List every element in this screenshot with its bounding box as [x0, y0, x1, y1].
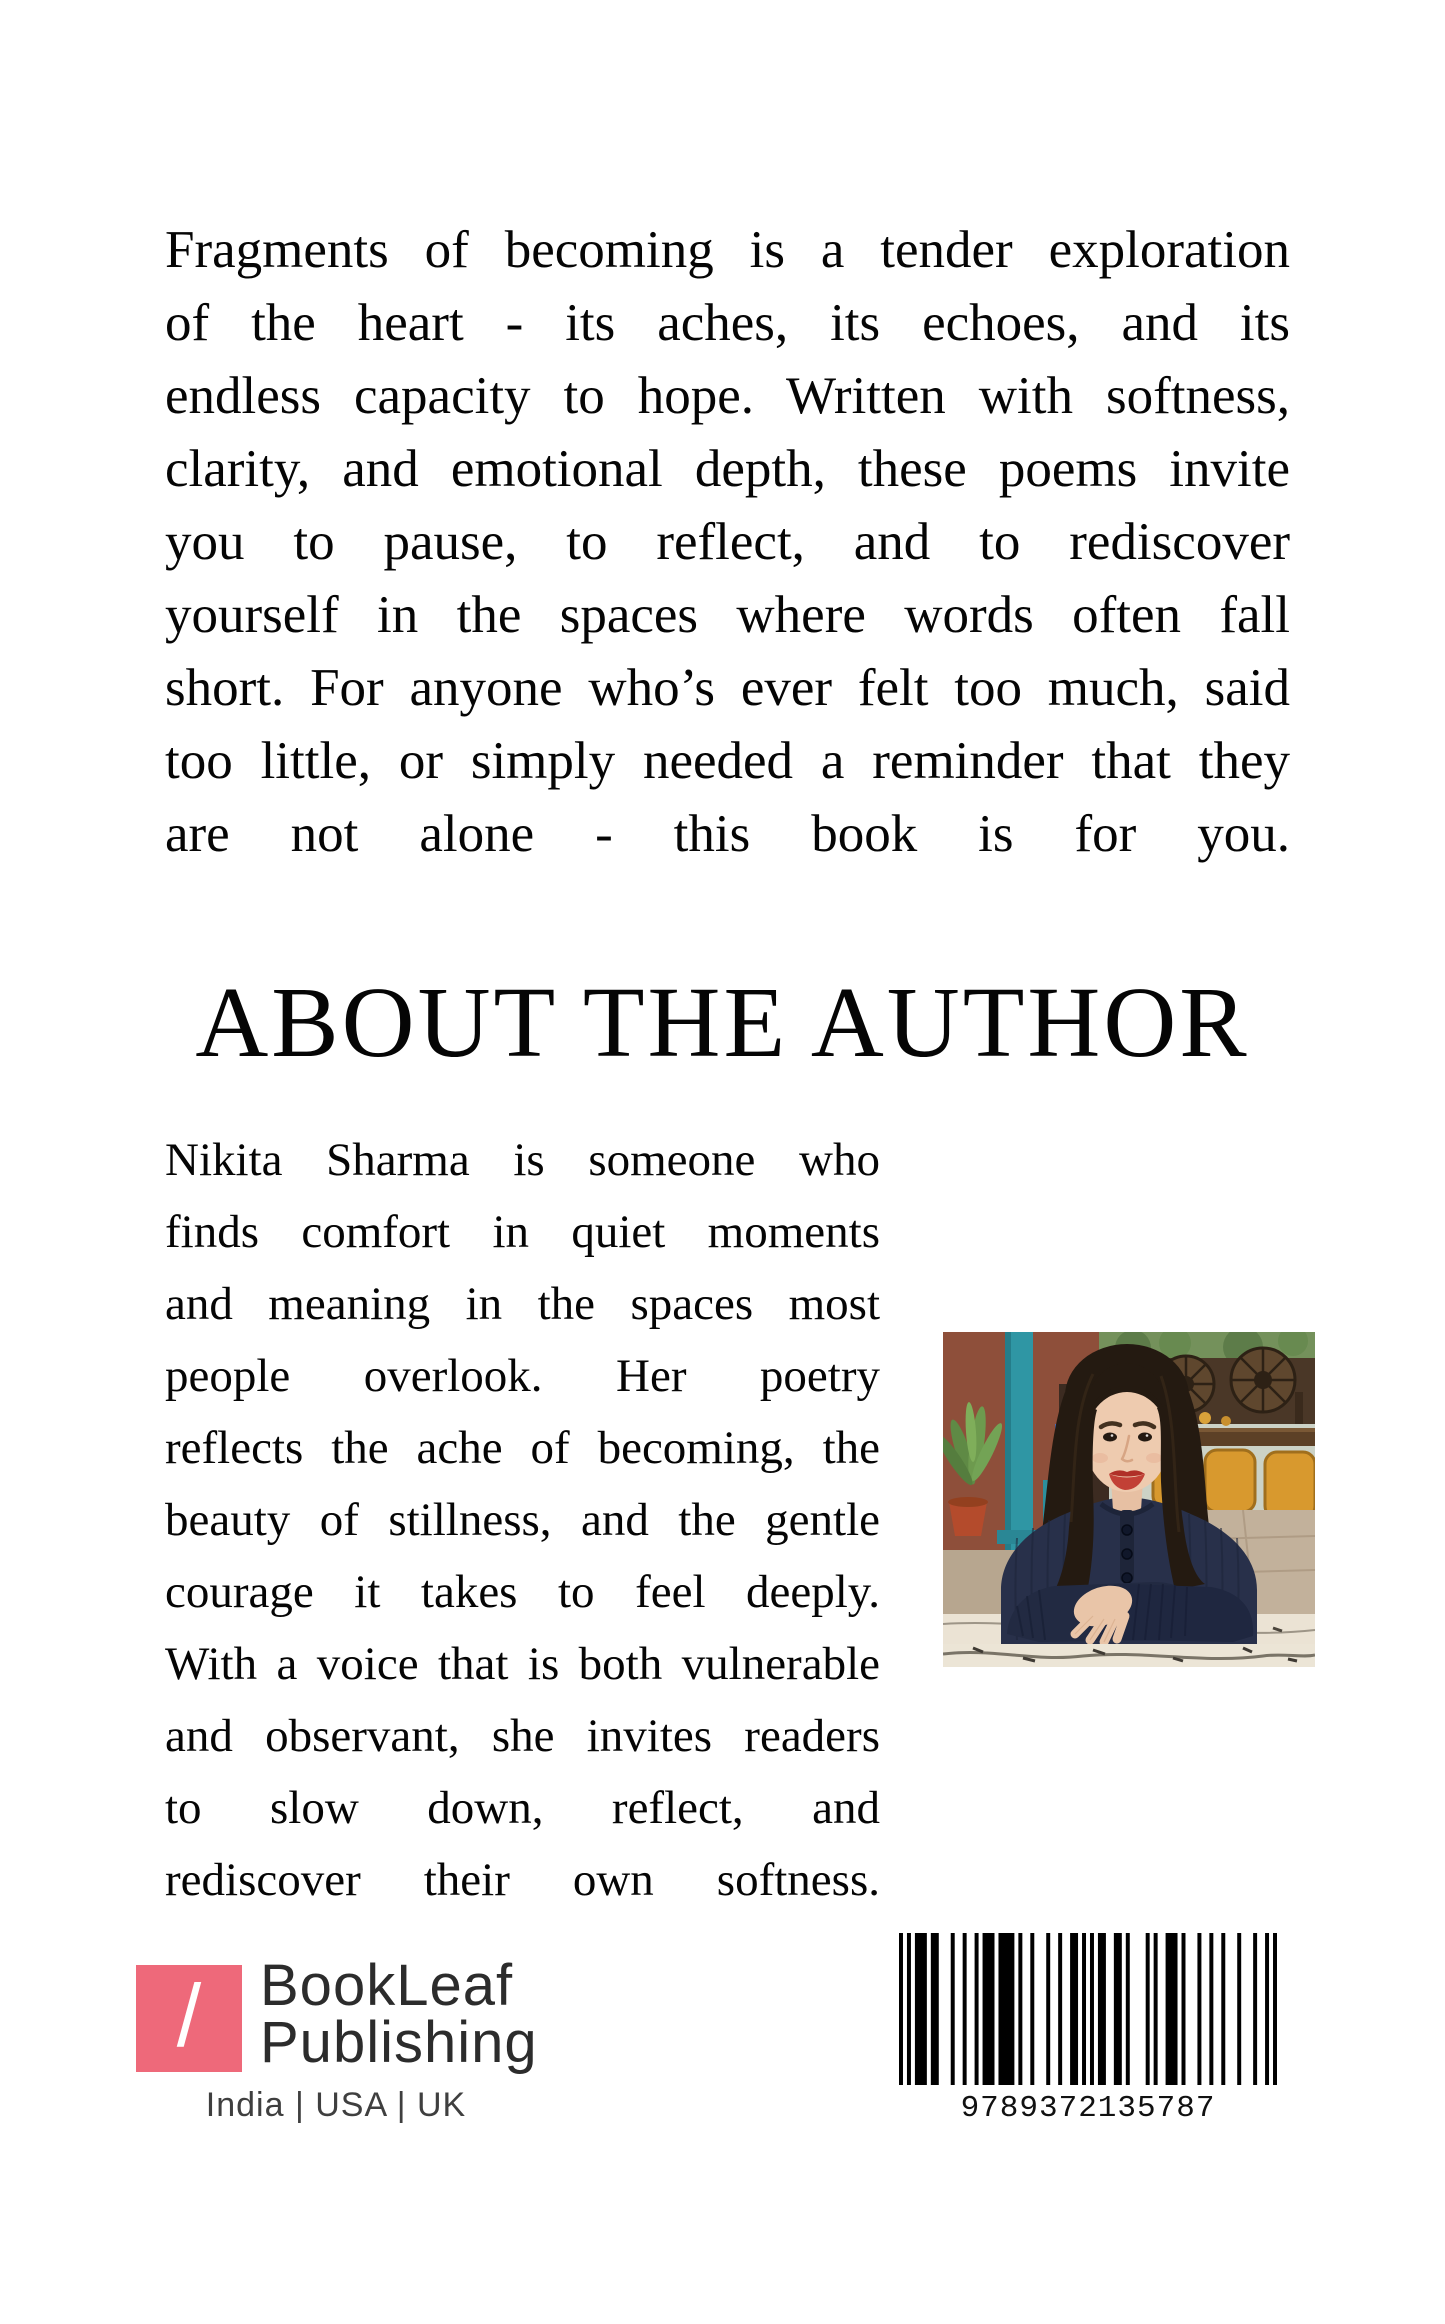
blurb-line: clarity, and emotional depth, these poems invite	[165, 440, 1290, 498]
isbn-barcode-block	[899, 1933, 1277, 2126]
bio-line: courage it takes to feel deeply.	[165, 1566, 880, 1618]
publisher-name	[260, 1953, 538, 2075]
bio-line: Nikita Sharma is someone who	[165, 1134, 880, 1186]
blurb-line: yourself in the spaces where words often fall	[165, 586, 1290, 644]
bio-line: people overlook. Her poetry	[165, 1350, 880, 1402]
blurb-line: are not alone - this book is for you.	[165, 805, 1290, 863]
publisher-block	[136, 1953, 538, 2125]
bio-line: finds comfort in quiet moments	[165, 1206, 880, 1258]
bio-line: beauty of stillness, and the gentle	[165, 1494, 880, 1546]
logo-slash-icon: /	[176, 1965, 202, 2065]
publisher-name-top: BookLeaf	[260, 1953, 514, 2018]
bio-line: reflects the ache of becoming, the	[165, 1422, 880, 1474]
publisher-name-bottom: Publishing	[260, 2010, 538, 2075]
author-bio	[165, 1124, 880, 1916]
publisher-logo-row	[136, 1953, 538, 2075]
bookleaf-logo-mark	[136, 1965, 242, 2072]
author-photo-illustration	[943, 1332, 1315, 1667]
book-blurb	[165, 214, 1290, 871]
bio-line: With a voice that is both vulnerable	[165, 1638, 880, 1690]
barcode-bars	[899, 1933, 1277, 2085]
isbn-number: 9789372135787	[960, 2091, 1216, 2126]
blurb-line: Fragments of becoming is a tender exploration	[165, 221, 1290, 279]
author-photo	[943, 1332, 1315, 1667]
bio-line: rediscover their own softness.	[165, 1854, 880, 1906]
about-heading: ABOUT THE AUTHOR	[195, 966, 1250, 1078]
blurb-line: of the heart - its aches, its echoes, and its	[165, 294, 1290, 352]
blurb-line: short. For anyone who’s ever felt too much, said	[165, 659, 1290, 717]
bio-line: and observant, she invites readers	[165, 1710, 880, 1762]
blurb-line: endless capacity to hope. Written with softness,	[165, 367, 1290, 425]
blurb-line: you to pause, to reflect, and to rediscover	[165, 513, 1290, 571]
bio-line: and meaning in the spaces most	[165, 1278, 880, 1330]
bio-line: to slow down, reflect, and	[165, 1782, 880, 1834]
blurb-line: too little, or simply needed a reminder that they	[165, 732, 1290, 790]
publisher-regions: India | USA | UK	[205, 2086, 467, 2124]
marble-foreground	[943, 1644, 1315, 1667]
